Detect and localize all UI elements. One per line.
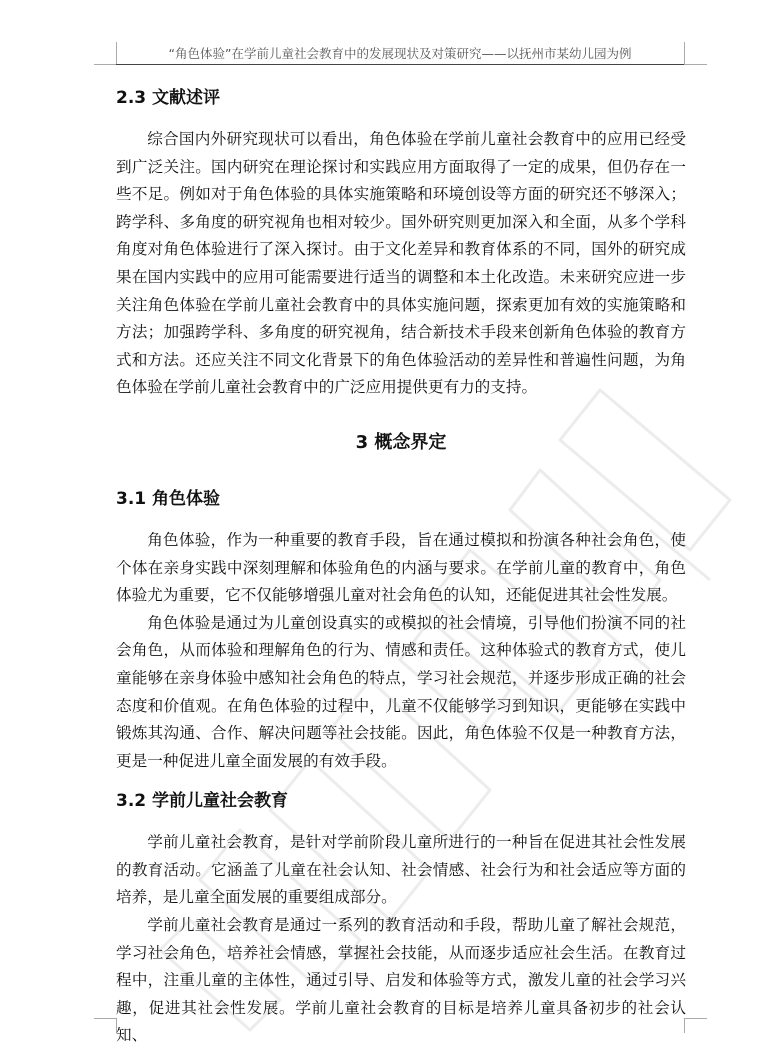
page-body xyxy=(116,84,686,1050)
crop-mark-top-left xyxy=(94,42,117,65)
section-heading-2-3: 2.3 文献述评 xyxy=(116,88,221,108)
header-rule xyxy=(116,64,684,65)
crop-mark-bottom-right xyxy=(684,1018,707,1033)
crop-mark-top-right xyxy=(684,42,707,65)
paragraph-3-1-1: 角色体验，作为一种重要的教育手段，旨在通过模拟和扮演各种社会角色，使个体在亲身实践中深刻理解和体验角色的内涵与要求。在学前儿童的教育中，角色体验尤为重要，它不仅能够增强儿童对社会角色的认知，还能促进其社会性发展。 xyxy=(116,530,686,605)
chapter-heading-3: 3 概念界定 xyxy=(355,431,447,453)
paragraph-3-1-2: 角色体验是通过为儿童创设真实的或模拟的社会情境，引导他们扮演不同的社会角色，从而体验和理解角色的行为、情感和责任。这种体验式的教育方式，使儿童能够在亲身体验中感知社会角色的特点，学习社会规范，并逐步形成正确的社会态度和价值观。在角色体验的过程中，儿童不仅能够学习到知识，更能够在实践中锻炼其沟通、合作、解决问题等社会技能。因此，角色体验不仅是一种教育方法，更是一种促进儿童全面发展的有效手段。 xyxy=(116,613,686,770)
paragraph-3-2-2: 学前儿童社会教育是通过一系列的教育活动和手段，帮助儿童了解社会规范，学习社会角色，培养社会情感，掌握社会技能，从而逐步适应社会生活。在教育过程中，注重儿童的主体性，通过引导、启发和体验等方式，激发儿童的社会学习兴趣，促进其社会性发展。学前儿童社会教育的目标是培养儿童具备初步的社会认知、 xyxy=(116,916,686,1045)
running-header: “角色体验”在学前儿童社会教育中的发展现状及对策研究——以抚州市某幼儿园为例 xyxy=(168,46,632,61)
section-heading-3-2: 3.2 学前儿童社会教育 xyxy=(116,791,289,812)
paragraph-2-3-1: 综合国内外研究现状可以看出，角色体验在学前儿童社会教育中的应用已经受到广泛关注。国内研究在理论探讨和实践应用方面取得了一定的成果，但仍存在一些不足。例如对于角色体验的具体实施策略和环境创设等方面的研究还不够深入；跨学科、多角度的研究视角也相对较少。国外研究则更加深入和全面，从多个学科角度对角色体验进行了深入探讨。由于文化差异和教育体系的不同，国外的研究成果在国内实践中的应用可能需要进行适当的调整和本土化改造。未来研究应进一步关注角色体验在学前儿童社会教育中的具体实施问题，探索更加有效的实施策略和方法；加强跨学科、多角度的研究视角，结合新技术手段来创新角色体验的教育方式和方法。还应关注不同文化背景下的角色体验活动的差异性和普遍性问题，为角色体验在学前儿童社会教育中的广泛应用提供更有力的支持。 xyxy=(116,130,686,397)
section-heading-3-1: 3.1 角色体验 xyxy=(116,488,221,509)
paragraph-3-2-1: 学前儿童社会教育，是针对学前阶段儿童所进行的一种旨在促进其社会性发展的教育活动。它涵盖了儿童在社会认知、社会情感、社会行为和社会适应等方面的培养，是儿童全面发展的重要组成部分。 xyxy=(116,833,686,907)
crop-mark-bottom-left xyxy=(94,1018,117,1033)
